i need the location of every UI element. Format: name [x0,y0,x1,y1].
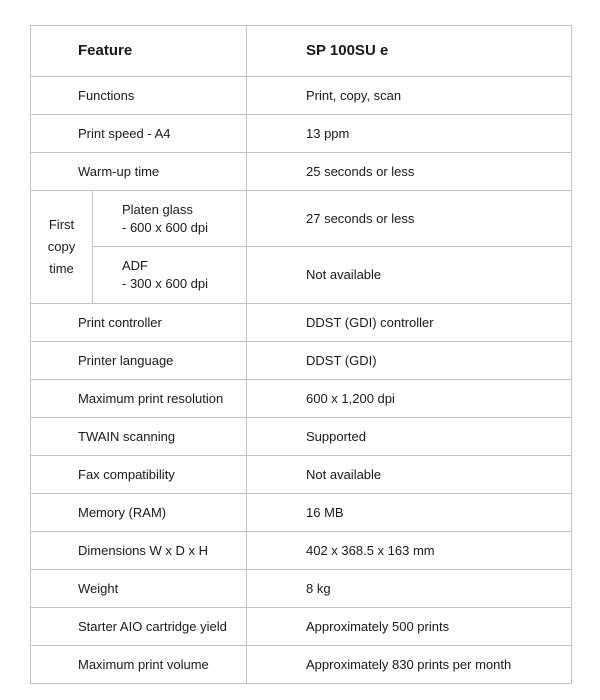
table-row [31,115,572,153]
value-cell: DDST (GDI) [247,342,572,380]
model-column-header: SP 100SU e [247,26,572,77]
feature-cell: Functions [31,77,247,115]
value-cell: 13 ppm [247,115,572,153]
value-cell: 8 kg [247,570,572,608]
table-row [31,456,572,494]
value-cell: 25 seconds or less [247,153,572,191]
value-cell: Approximately 830 prints per month [247,646,572,684]
sub-feature-name: ADF [122,258,148,273]
group-label-line: time [49,261,74,276]
table-row [31,570,572,608]
value-cell: 402 x 368.5 x 163 mm [247,532,572,570]
table-row [31,380,572,418]
first-copy-time-group-label [31,191,93,304]
feature-cell: Fax compatibility [31,456,247,494]
feature-cell: Memory (RAM) [31,494,247,532]
table-row [31,532,572,570]
table-row [31,77,572,115]
feature-cell: Maximum print resolution [31,380,247,418]
sub-feature-cell [93,247,247,304]
table-row [31,247,572,304]
feature-cell: Printer language [31,342,247,380]
value-cell: 600 x 1,200 dpi [247,380,572,418]
table-row [31,418,572,456]
feature-cell: Print controller [31,304,247,342]
feature-cell: Print speed - A4 [31,115,247,153]
table-row [31,153,572,191]
table-row [31,608,572,646]
header-row [31,26,572,77]
sub-feature-detail: - 300 x 600 dpi [122,276,209,291]
sub-feature-cell [93,191,247,247]
value-cell: Not available [247,456,572,494]
feature-cell: Starter AIO cartridge yield [31,608,247,646]
value-cell: Print, copy, scan [247,77,572,115]
group-label-line: copy [47,239,76,254]
feature-column-header: Feature [31,26,247,77]
value-cell: Supported [247,418,572,456]
feature-cell: Weight [31,570,247,608]
spec-table [30,25,572,684]
feature-cell: Warm-up time [31,153,247,191]
value-cell: 16 MB [247,494,572,532]
sub-feature-name: Platen glass [122,201,193,217]
table-row [31,304,572,342]
value-cell: 27 seconds or less [247,191,572,247]
feature-cell: TWAIN scanning [31,418,247,456]
feature-cell: Maximum print volume [31,646,247,684]
table-row [31,646,572,684]
value-cell: Not available [247,247,572,304]
table-row [31,342,572,380]
sub-feature-detail: - 600 x 600 dpi [122,219,209,235]
value-cell: DDST (GDI) controller [247,304,572,342]
table-row [31,494,572,532]
table-row [31,191,572,247]
feature-cell: Dimensions W x D x H [31,532,247,570]
group-label-line: First [48,217,75,232]
value-cell: Approximately 500 prints [247,608,572,646]
